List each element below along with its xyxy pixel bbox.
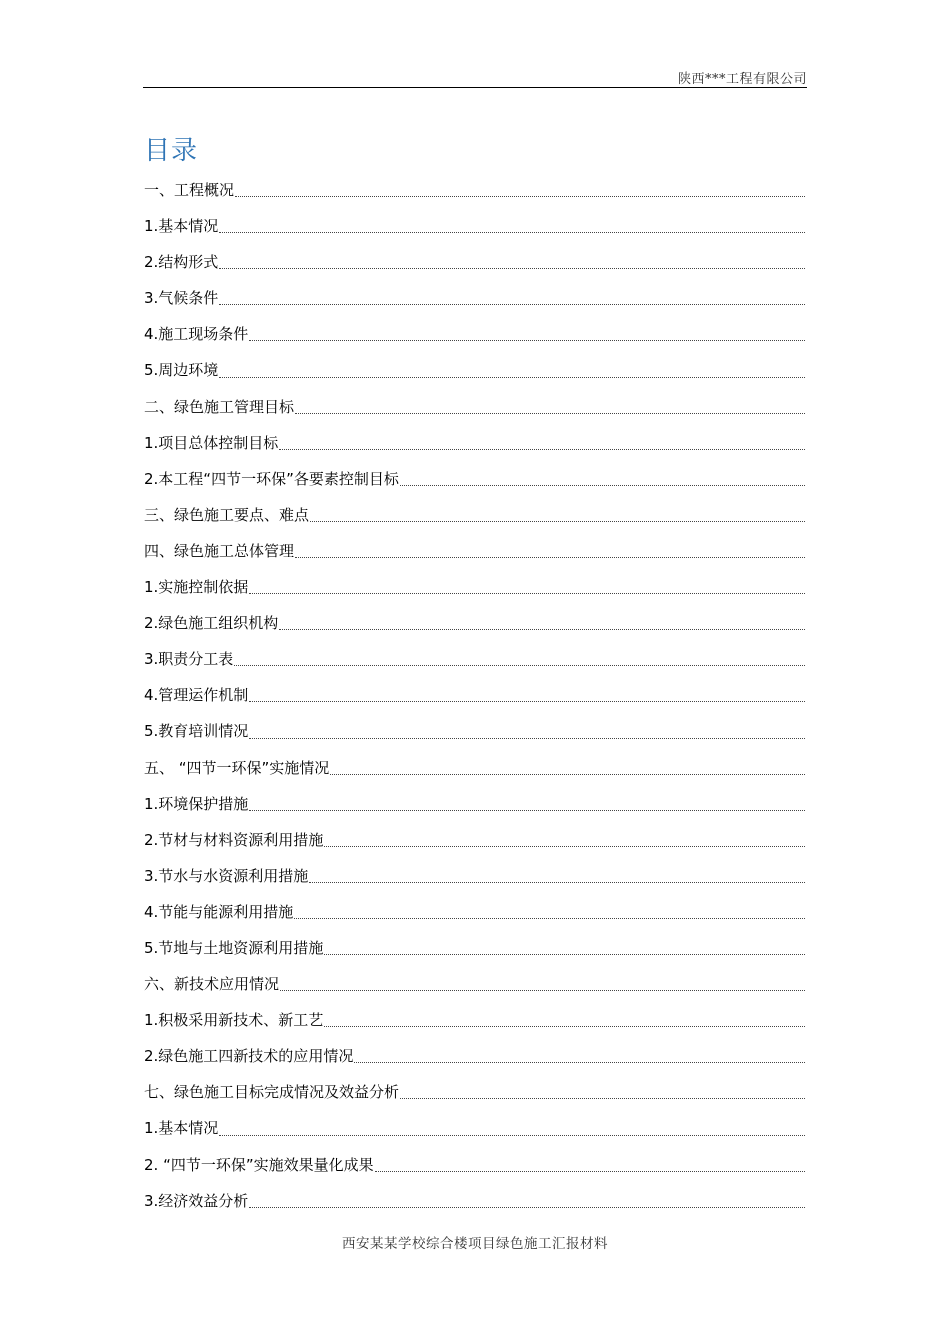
toc-dot-leader <box>400 1098 805 1099</box>
toc-entry-label: 4.管理运作机制 <box>144 686 249 705</box>
toc-entry[interactable] <box>144 1002 805 1038</box>
toc-entry-label: 2.结构形式 <box>144 253 219 272</box>
toc-dot-leader <box>235 196 805 197</box>
toc-entry[interactable] <box>144 280 805 316</box>
toc-entry-label: 1.环境保护措施 <box>144 794 249 813</box>
toc-dot-leader <box>310 521 805 522</box>
toc-title: 目录 <box>144 136 199 166</box>
toc-entry-label: 五、 “四节一环保”实施情况 <box>144 758 330 777</box>
toc-entry-label: 三、绿色施工要点、难点 <box>144 505 310 524</box>
footer-document-name: 西安某某学校综合楼项目绿色施工汇报材料 <box>342 1236 608 1252</box>
toc-dot-leader <box>294 918 805 919</box>
toc-entry-label: 七、绿色施工目标完成情况及效益分析 <box>144 1083 400 1102</box>
toc-dot-leader <box>234 665 805 666</box>
toc-dot-leader <box>219 268 805 269</box>
toc-entry-label: 3.经济效益分析 <box>144 1191 249 1210</box>
toc-entry-label: 3.职责分工表 <box>144 650 234 669</box>
toc-dot-leader <box>330 774 805 775</box>
toc-entry[interactable] <box>144 533 805 569</box>
toc-dot-leader <box>249 810 805 811</box>
toc-entry[interactable] <box>144 461 805 497</box>
toc-dot-leader <box>219 1135 805 1136</box>
toc-entry-label: 1.基本情况 <box>144 1119 219 1138</box>
toc-entry[interactable] <box>144 497 805 533</box>
toc-entry[interactable] <box>144 713 805 749</box>
toc-dot-leader <box>249 340 805 341</box>
toc-entry-label: 5.节地与土地资源利用措施 <box>144 938 324 957</box>
toc-dot-leader <box>219 304 805 305</box>
toc-entry-label: 4.节能与能源利用措施 <box>144 902 294 921</box>
toc-entry[interactable] <box>144 1110 805 1146</box>
toc-entry[interactable] <box>144 858 805 894</box>
toc-dot-leader <box>324 1026 805 1027</box>
toc-entry[interactable] <box>144 1183 805 1219</box>
toc-dot-leader <box>249 701 805 702</box>
toc-entry-label: 5.周边环境 <box>144 361 219 380</box>
toc-entry[interactable] <box>144 569 805 605</box>
toc-entry[interactable] <box>144 208 805 244</box>
toc-entry[interactable] <box>144 894 805 930</box>
toc-entry[interactable] <box>144 605 805 641</box>
toc-entry[interactable] <box>144 930 805 966</box>
toc-dot-leader <box>219 377 805 378</box>
toc-entry[interactable] <box>144 1038 805 1074</box>
toc-dot-leader <box>219 232 805 233</box>
toc-entry-label: 1.实施控制依据 <box>144 578 249 597</box>
toc-entry-label: 5.教育培训情况 <box>144 722 249 741</box>
toc-entry-label: 2.绿色施工四新技术的应用情况 <box>144 1047 354 1066</box>
table-of-contents <box>144 172 805 1219</box>
toc-dot-leader <box>324 954 805 955</box>
toc-entry[interactable] <box>144 1074 805 1110</box>
toc-dot-leader <box>249 593 805 594</box>
toc-entry[interactable] <box>144 641 805 677</box>
toc-entry[interactable] <box>144 316 805 352</box>
toc-entry[interactable] <box>144 677 805 713</box>
toc-dot-leader <box>279 449 805 450</box>
toc-entry[interactable] <box>144 425 805 461</box>
toc-entry[interactable] <box>144 244 805 280</box>
toc-dot-leader <box>249 1207 805 1208</box>
toc-dot-leader <box>295 557 805 558</box>
toc-dot-leader <box>249 738 805 739</box>
toc-entry[interactable] <box>144 786 805 822</box>
toc-entry-label: 3.气候条件 <box>144 289 219 308</box>
toc-dot-leader <box>324 846 805 847</box>
toc-entry-label: 2.本工程“四节一环保”各要素控制目标 <box>144 469 399 488</box>
toc-entry-label: 2.绿色施工组织机构 <box>144 614 279 633</box>
toc-entry-label: 六、新技术应用情况 <box>144 975 280 994</box>
toc-entry-label: 3.节水与水资源利用措施 <box>144 866 309 885</box>
toc-dot-leader <box>400 485 805 486</box>
toc-entry[interactable] <box>144 352 805 388</box>
toc-entry-label: 四、绿色施工总体管理 <box>144 541 295 560</box>
header-company-name: 陕西***工程有限公司 <box>677 72 807 87</box>
toc-dot-leader <box>280 990 805 991</box>
toc-entry-label: 1.基本情况 <box>144 217 219 236</box>
toc-entry-label: 二、绿色施工管理目标 <box>144 397 295 416</box>
toc-entry-label: 1.项目总体控制目标 <box>144 433 279 452</box>
toc-entry-label: 1.积极采用新技术、新工艺 <box>144 1011 324 1030</box>
toc-dot-leader <box>375 1171 805 1172</box>
toc-entry-label: 2.节材与材料资源利用措施 <box>144 830 324 849</box>
toc-dot-leader <box>295 413 805 414</box>
toc-dot-leader <box>309 882 805 883</box>
toc-entry[interactable] <box>144 750 805 786</box>
toc-entry[interactable] <box>144 172 805 208</box>
toc-entry[interactable] <box>144 389 805 425</box>
toc-entry-label: 4.施工现场条件 <box>144 325 249 344</box>
toc-entry-label: 一、工程概况 <box>144 181 235 199</box>
toc-entry-label: 2. “四节一环保”实施效果量化成果 <box>144 1155 374 1174</box>
toc-entry[interactable] <box>144 1147 805 1183</box>
header-divider <box>143 87 807 88</box>
toc-dot-leader <box>279 629 805 630</box>
toc-entry[interactable] <box>144 966 805 1002</box>
toc-entry[interactable] <box>144 822 805 858</box>
toc-dot-leader <box>354 1062 805 1063</box>
